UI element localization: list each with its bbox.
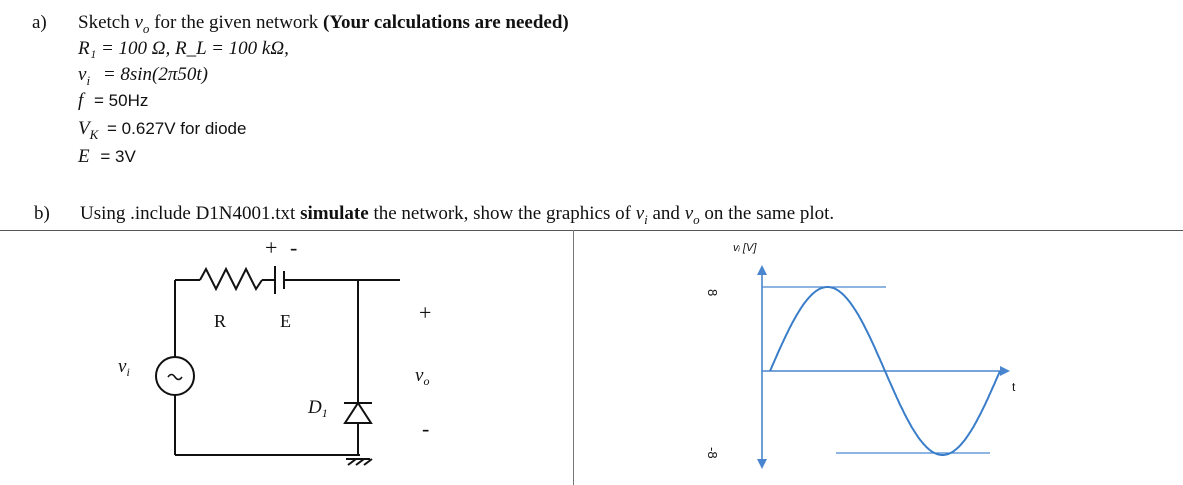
- circuit-diagram: [0, 231, 573, 485]
- y-axis-label: vᵢ [V]: [733, 242, 757, 254]
- part-a-label: a): [32, 12, 47, 33]
- time-axis-label: t: [1012, 380, 1016, 394]
- b-text-end: on the same plot.: [699, 203, 835, 224]
- b-vo-var: v: [684, 203, 694, 224]
- diode-triangle: [345, 403, 371, 423]
- f-eq: = 50Hz: [94, 91, 149, 110]
- question-var-sub: o: [142, 20, 150, 36]
- vk-sym: V: [78, 118, 90, 139]
- table-divider: [573, 230, 574, 485]
- question-mid: for the given network: [149, 12, 323, 33]
- battery-label: E: [280, 311, 291, 331]
- vk-eq: = 0.627V for diode: [107, 119, 247, 138]
- vi-line: [78, 64, 208, 92]
- vi-sym: v: [78, 64, 87, 85]
- b-text-mid: the network, show the graphics of: [368, 203, 636, 224]
- vi-eq: = 8sin(2π50t): [102, 64, 209, 85]
- question-bold: (Your calculations are needed): [323, 12, 569, 33]
- y-axis-arrow-down: [757, 459, 767, 469]
- part-b-label: b): [34, 203, 50, 224]
- question-var: v: [134, 12, 143, 33]
- diode-label: $D_1$: [308, 397, 328, 420]
- battery-minus: -: [290, 235, 298, 260]
- e-sym: E: [78, 146, 90, 167]
- b-and: and: [647, 203, 685, 224]
- trough-tick-label: -8: [705, 447, 720, 459]
- output-label: $v_o$: [415, 365, 430, 388]
- ac-tilde-icon: [168, 375, 182, 380]
- peak-tick-label: 8: [705, 289, 720, 297]
- resistor: [200, 269, 262, 289]
- y-axis-arrow-up: [757, 265, 767, 275]
- source-label: $v_i$: [118, 356, 130, 379]
- part-a-question: [78, 12, 569, 40]
- b-vi-var: v: [635, 203, 645, 224]
- output-minus: -: [422, 416, 430, 441]
- battery-plus: +: [265, 235, 278, 260]
- vk-sub: K: [89, 126, 99, 142]
- output-plus: +: [419, 300, 432, 325]
- input-waveform-graph: [690, 231, 1030, 485]
- resistor-label: R: [214, 311, 227, 331]
- vk-line: [78, 118, 246, 146]
- part-b-text: [80, 203, 834, 231]
- b-text-bold: simulate: [300, 203, 369, 224]
- time-axis-arrow: [1000, 366, 1010, 376]
- e-eq: = 3V: [100, 147, 136, 166]
- b-vi-sub: i: [644, 211, 648, 227]
- b-vo-sub: o: [693, 211, 700, 227]
- f-sym: f: [78, 90, 84, 111]
- question-start: Sketch: [78, 12, 135, 33]
- f-line: [78, 90, 148, 112]
- r1-rl-line: R₁ = 100 Ω, R_L = 100 kΩ,: [78, 38, 289, 59]
- b-text-start: Using .include D1N4001.txt: [80, 203, 301, 224]
- e-line: [78, 146, 136, 168]
- vi-sub: i: [86, 72, 91, 88]
